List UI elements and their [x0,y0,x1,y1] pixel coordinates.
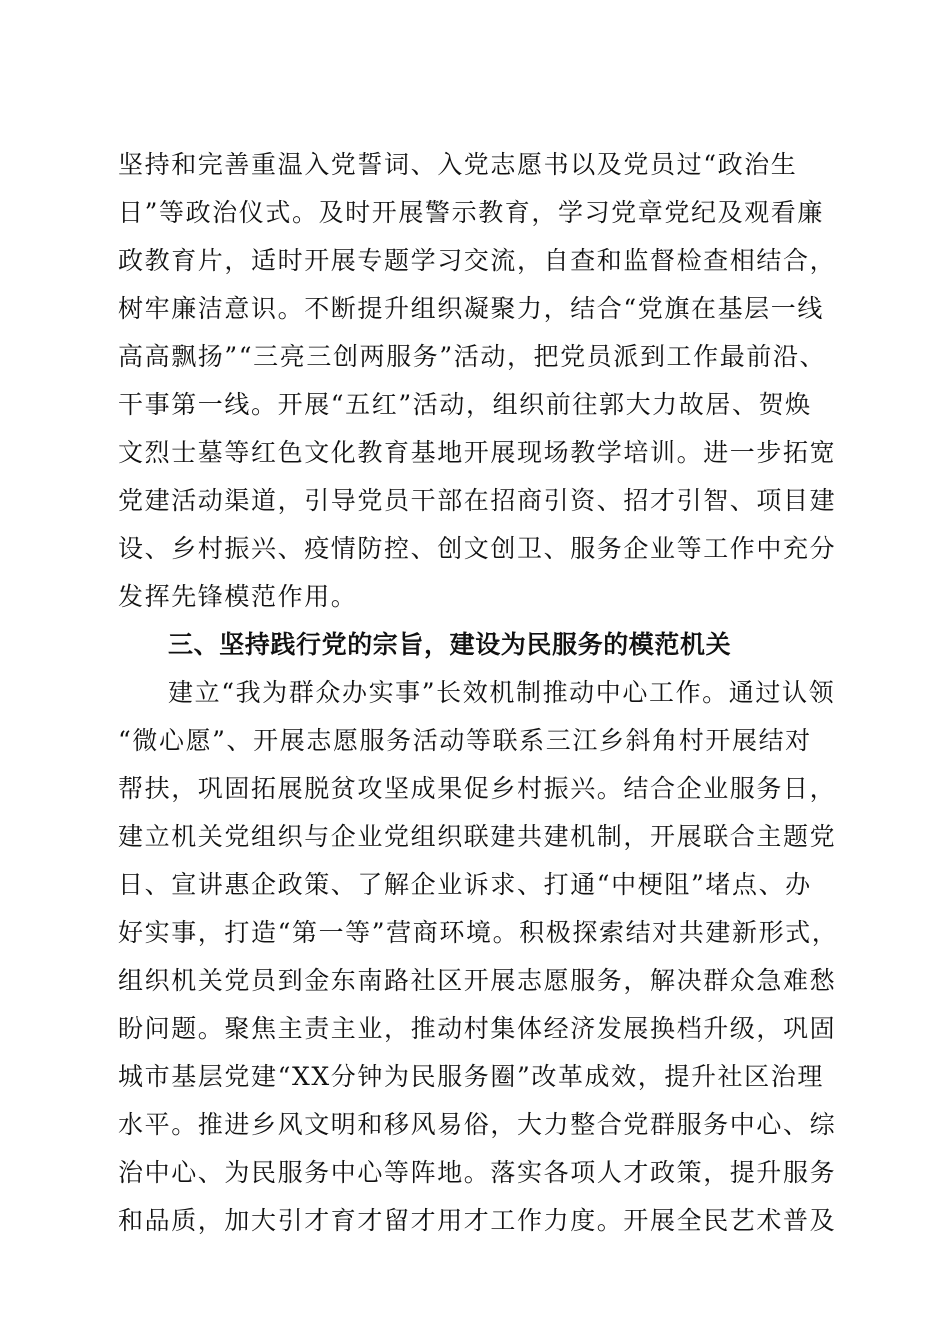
paragraph-line: 日”等政治仪式。及时开展警示教育，学习党章党纪及观看廉 [118,198,824,227]
paragraph-line: 干事第一线。开展“五红”活动，组织前往郭大力故居、贺焕 [118,390,812,419]
paragraph-line: 高高飘扬”“三亮三创两服务”活动，把党员派到工作最前沿、 [118,342,827,371]
paragraph-line: 和品质，加大引才育才留才用才工作力度。开展全民艺术普及 [118,1206,837,1235]
section-heading: 三、坚持践行党的宗旨，建设为民服务的模范机关 [168,630,732,659]
paragraph-line: 坚持和完善重温入党誓词、入党志愿书以及党员过“政治生 [118,150,798,179]
paragraph-line: 盼问题。聚焦主责主业，推动村集体经济发展换档升级，巩固 [118,1014,837,1043]
paragraph-line: 建立“我为群众办实事”长效机制推动中心工作。通过认领 [168,678,836,707]
paragraph-line: 好实事，打造“第一等”营商环境。积极探索结对共建新形式， [118,918,839,947]
paragraph-line: 帮扶，巩固拓展脱贫攻坚成果促乡村振兴。结合企业服务日， [118,774,837,803]
document-body [118,141,848,1245]
paragraph-line: 党建活动渠道，引导党员干部在招商引资、招才引智、项目建 [118,486,837,515]
paragraph-line: 水平。推进乡风文明和移风易俗，大力整合党群服务中心、综 [118,1110,837,1139]
paragraph-line: 建立机关党组织与企业党组织联建共建机制，开展联合主题党 [118,822,837,851]
paragraph-line: 政教育片，适时开展专题学习交流，自查和监督检查相结合， [118,246,837,275]
paragraph-line: 组织机关党员到金东南路社区开展志愿服务，解决群众急难愁 [118,966,837,995]
paragraph-line: 日、宣讲惠企政策、了解企业诉求、打通“中梗阻”堵点、办 [118,870,812,899]
paragraph-line: 树牢廉洁意识。不断提升组织凝聚力，结合“党旗在基层一线 [118,294,824,323]
paragraph-line: “微心愿”、开展志愿服务活动等联系三江乡斜角村开展结对 [118,726,812,755]
paragraph-line: 设、乡村振兴、疫情防控、创文创卫、服务企业等工作中充分 [118,534,837,563]
paragraph-line: 发挥先锋模范作用。 [118,582,358,611]
paragraph-line: 城市基层党建“XX分钟为民服务圈”改革成效，提升社区治理 [118,1062,824,1091]
paragraph-line: 治中心、为民服务中心等阵地。落实各项人才政策，提升服务 [118,1158,837,1187]
paragraph-line: 文烈士墓等红色文化教育基地开展现场教学培训。进一步拓宽 [118,438,837,467]
